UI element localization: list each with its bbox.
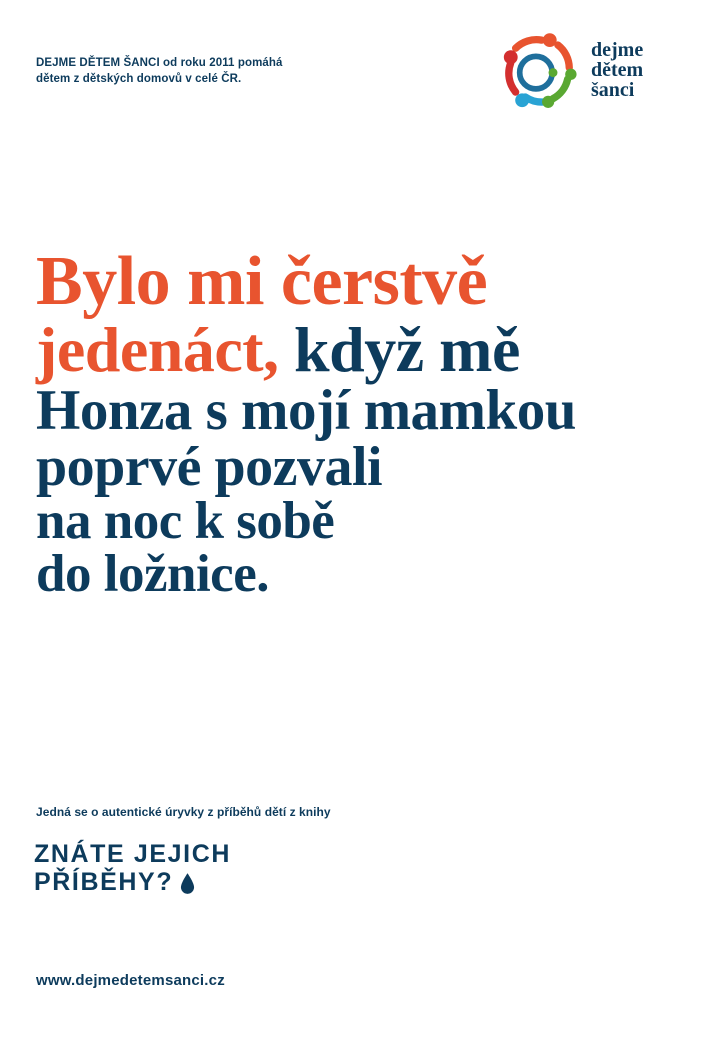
headline-line-5: na noc k sobě <box>36 492 335 551</box>
source-note: Jedná se o autentické úryvky z příběhů dětí z knihy <box>36 805 331 819</box>
headline <box>36 243 696 603</box>
logo-circle-icon <box>499 32 581 110</box>
logo-word-2: dětem <box>591 59 644 81</box>
headline-line-3: Honza s mojí mamkou <box>36 379 576 443</box>
headline-line-1: Bylo mi čerstvě <box>36 243 488 320</box>
headline-line-2-rest: když mě <box>278 313 520 385</box>
headline-line-2-accent: jedenáct, <box>36 313 279 385</box>
book-title-line-2: PŘÍBĚHY? <box>34 868 174 896</box>
logo[interactable] <box>499 30 689 110</box>
headline-line-2 <box>36 313 696 385</box>
header-line-2: dětem z dětských domovů v celé ČR. <box>36 73 242 85</box>
book-title-line-2-row <box>34 868 231 896</box>
book-title-line-1: ZNÁTE JEJICH <box>34 840 232 868</box>
book-title <box>34 840 231 896</box>
logo-word-1: dejme <box>591 39 644 61</box>
water-drop-icon <box>180 873 195 894</box>
logo-wordmark <box>591 40 643 100</box>
website-url[interactable]: www.dejmedetemsanci.cz <box>36 972 225 989</box>
logo-word-3: šanci <box>591 79 635 101</box>
headline-line-4: poprvé pozvali <box>36 436 383 499</box>
header-line-1: DEJME DĚTEM ŠANCI od roku 2011 pomáhá <box>36 57 283 69</box>
header-text <box>36 55 476 87</box>
headline-line-6: do ložnice. <box>36 544 269 603</box>
